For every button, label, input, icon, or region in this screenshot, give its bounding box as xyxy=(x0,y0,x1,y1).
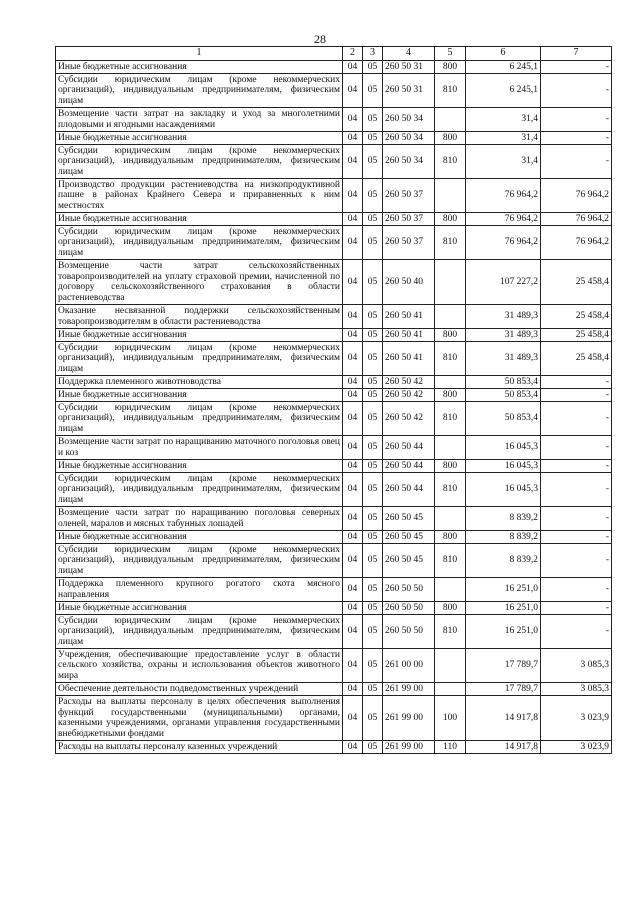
row-subsection: 05 xyxy=(363,544,383,578)
row-name: Субсидии юридическим лицам (кроме некоммерческих организаций), индивидуальным предпринимателям, физическим лицам xyxy=(56,74,343,108)
row-expense-type xyxy=(435,179,466,213)
table-row xyxy=(56,696,612,741)
row-amount: 50 853,4 xyxy=(466,389,541,402)
row-target-code: 261 99 00 xyxy=(383,741,435,754)
row-target-code: 260 50 34 xyxy=(383,108,435,132)
row-subsection: 05 xyxy=(363,436,383,460)
row-section: 04 xyxy=(343,213,363,226)
row-target-code: 260 50 50 xyxy=(383,578,435,602)
row-section: 04 xyxy=(343,342,363,376)
row-name: Субсидии юридическим лицам (кроме некоммерческих организаций), индивидуальным предпринимателям, физическим лицам xyxy=(56,544,343,578)
row-amount: 107 227,2 xyxy=(466,260,541,305)
row-target-code: 260 50 50 xyxy=(383,615,435,649)
row-name: Возмещение части затрат сельскохозяйственных товаропроизводителей на уплату страховой премии, начисленной по договору сельскохозяйственного страхования в области растениеводства xyxy=(56,260,343,305)
row-expense-type: 810 xyxy=(435,74,466,108)
budget-table xyxy=(55,46,612,754)
row-subsection: 05 xyxy=(363,329,383,342)
row-amount-federal: - xyxy=(541,615,612,649)
row-subsection: 05 xyxy=(363,342,383,376)
row-expense-type xyxy=(435,436,466,460)
row-subsection: 05 xyxy=(363,473,383,507)
row-subsection: 05 xyxy=(363,305,383,329)
row-name: Иные бюджетные ассигнования xyxy=(56,602,343,615)
row-name: Обеспечение деятельности подведомственных учреждений xyxy=(56,683,343,696)
row-subsection: 05 xyxy=(363,649,383,683)
row-amount-federal: 25 458,4 xyxy=(541,260,612,305)
row-name: Иные бюджетные ассигнования xyxy=(56,132,343,145)
row-name: Возмещение части затрат на закладку и уход за многолетними плодовыми и ягодными насаждениями xyxy=(56,108,343,132)
row-target-code: 260 50 50 xyxy=(383,602,435,615)
row-target-code: 260 50 41 xyxy=(383,305,435,329)
row-section: 04 xyxy=(343,61,363,74)
row-subsection: 05 xyxy=(363,179,383,213)
column-header: 4 xyxy=(383,47,435,61)
row-amount: 31 489,3 xyxy=(466,305,541,329)
row-expense-type xyxy=(435,649,466,683)
row-section: 04 xyxy=(343,74,363,108)
row-amount-federal: 3 085,3 xyxy=(541,649,612,683)
row-section: 04 xyxy=(343,389,363,402)
row-amount-federal: - xyxy=(541,531,612,544)
row-name: Расходы на выплаты персоналу в целях обеспечения выполнения функций государственными (муниципальными) органами, казенными учреждениями, органами управления государственными внебюджетными фондами xyxy=(56,696,343,741)
row-section: 04 xyxy=(343,615,363,649)
row-target-code: 260 50 42 xyxy=(383,402,435,436)
row-amount-federal: - xyxy=(541,473,612,507)
row-name: Производство продукции растениеводства на низкопродуктивной пашне в районах Крайнего Севера и приравненных к ним местностях xyxy=(56,179,343,213)
row-amount: 31 489,3 xyxy=(466,342,541,376)
row-amount-federal: 25 458,4 xyxy=(541,305,612,329)
row-subsection: 05 xyxy=(363,226,383,260)
row-target-code: 260 50 37 xyxy=(383,213,435,226)
row-subsection: 05 xyxy=(363,741,383,754)
row-expense-type: 800 xyxy=(435,329,466,342)
row-expense-type: 810 xyxy=(435,544,466,578)
row-amount: 31,4 xyxy=(466,145,541,179)
row-amount-federal: 3 023,9 xyxy=(541,696,612,741)
row-amount-federal: - xyxy=(541,132,612,145)
row-target-code: 260 50 41 xyxy=(383,342,435,376)
row-target-code: 260 50 34 xyxy=(383,145,435,179)
row-amount: 16 251,0 xyxy=(466,578,541,602)
row-target-code: 260 50 34 xyxy=(383,132,435,145)
row-subsection: 05 xyxy=(363,61,383,74)
row-expense-type: 800 xyxy=(435,531,466,544)
row-amount-federal: - xyxy=(541,389,612,402)
row-amount-federal: - xyxy=(541,402,612,436)
row-target-code: 260 50 45 xyxy=(383,507,435,531)
row-subsection: 05 xyxy=(363,578,383,602)
row-name: Оказание несвязанной поддержки сельскохозяйственным товаропроизводителям в области растениеводства xyxy=(56,305,343,329)
column-header: 1 xyxy=(56,47,343,61)
row-section: 04 xyxy=(343,683,363,696)
row-amount: 8 839,2 xyxy=(466,507,541,531)
table-row xyxy=(56,649,612,683)
row-section: 04 xyxy=(343,226,363,260)
row-subsection: 05 xyxy=(363,460,383,473)
row-name: Поддержка племенного животноводства xyxy=(56,376,343,389)
row-amount: 31 489,3 xyxy=(466,329,541,342)
row-target-code: 261 99 00 xyxy=(383,683,435,696)
row-name: Иные бюджетные ассигнования xyxy=(56,531,343,544)
row-target-code: 260 50 44 xyxy=(383,436,435,460)
row-expense-type xyxy=(435,507,466,531)
row-amount: 16 045,3 xyxy=(466,460,541,473)
row-section: 04 xyxy=(343,260,363,305)
row-section: 04 xyxy=(343,696,363,741)
table-row xyxy=(56,389,612,402)
table-row xyxy=(56,342,612,376)
row-section: 04 xyxy=(343,329,363,342)
page-number: 28 xyxy=(314,32,326,46)
row-subsection: 05 xyxy=(363,402,383,436)
row-expense-type: 810 xyxy=(435,615,466,649)
row-name: Расходы на выплаты персоналу казенных учреждений xyxy=(56,741,343,754)
row-expense-type: 100 xyxy=(435,696,466,741)
row-amount: 50 853,4 xyxy=(466,402,541,436)
row-amount: 16 045,3 xyxy=(466,473,541,507)
row-name: Иные бюджетные ассигнования xyxy=(56,389,343,402)
row-name: Возмещение части затрат по наращиванию поголовья северных оленей, маралов и мясных табунных лошадей xyxy=(56,507,343,531)
row-section: 04 xyxy=(343,531,363,544)
row-amount-federal: - xyxy=(541,544,612,578)
table-row xyxy=(56,376,612,389)
table-row xyxy=(56,544,612,578)
column-header: 6 xyxy=(466,47,541,61)
row-amount-federal: 25 458,4 xyxy=(541,342,612,376)
row-subsection: 05 xyxy=(363,507,383,531)
row-name: Поддержка племенного крупного рогатого скота мясного направления xyxy=(56,578,343,602)
table-row xyxy=(56,132,612,145)
row-amount-federal: - xyxy=(541,108,612,132)
row-expense-type xyxy=(435,260,466,305)
row-amount: 31,4 xyxy=(466,108,541,132)
row-expense-type: 800 xyxy=(435,460,466,473)
row-section: 04 xyxy=(343,602,363,615)
table-row xyxy=(56,460,612,473)
row-subsection: 05 xyxy=(363,132,383,145)
row-subsection: 05 xyxy=(363,602,383,615)
row-section: 04 xyxy=(343,578,363,602)
row-amount: 6 245,1 xyxy=(466,61,541,74)
row-target-code: 261 00 00 xyxy=(383,649,435,683)
row-amount: 14 917,8 xyxy=(466,741,541,754)
row-expense-type xyxy=(435,108,466,132)
row-amount: 16 045,3 xyxy=(466,436,541,460)
row-target-code: 260 50 44 xyxy=(383,473,435,507)
row-section: 04 xyxy=(343,305,363,329)
row-target-code: 260 50 45 xyxy=(383,531,435,544)
row-amount-federal: - xyxy=(541,145,612,179)
row-subsection: 05 xyxy=(363,696,383,741)
row-subsection: 05 xyxy=(363,389,383,402)
table-row xyxy=(56,615,612,649)
row-subsection: 05 xyxy=(363,376,383,389)
row-amount: 16 251,0 xyxy=(466,602,541,615)
row-name: Субсидии юридическим лицам (кроме некоммерческих организаций), индивидуальным предпринимателям, физическим лицам xyxy=(56,145,343,179)
row-subsection: 05 xyxy=(363,108,383,132)
row-subsection: 05 xyxy=(363,531,383,544)
row-name: Иные бюджетные ассигнования xyxy=(56,329,343,342)
row-target-code: 261 99 00 xyxy=(383,696,435,741)
row-subsection: 05 xyxy=(363,260,383,305)
column-header: 3 xyxy=(363,47,383,61)
row-amount-federal: 25 458,4 xyxy=(541,329,612,342)
row-target-code: 260 50 37 xyxy=(383,226,435,260)
row-expense-type xyxy=(435,578,466,602)
table-row xyxy=(56,578,612,602)
table-row xyxy=(56,531,612,544)
row-section: 04 xyxy=(343,460,363,473)
row-expense-type: 800 xyxy=(435,61,466,74)
row-section: 04 xyxy=(343,544,363,578)
table-row xyxy=(56,74,612,108)
row-target-code: 260 50 31 xyxy=(383,74,435,108)
row-subsection: 05 xyxy=(363,74,383,108)
table-row xyxy=(56,507,612,531)
row-name: Иные бюджетные ассигнования xyxy=(56,213,343,226)
row-section: 04 xyxy=(343,108,363,132)
table-row xyxy=(56,61,612,74)
row-section: 04 xyxy=(343,376,363,389)
row-expense-type xyxy=(435,305,466,329)
row-amount-federal: 76 964,2 xyxy=(541,226,612,260)
row-amount: 6 245,1 xyxy=(466,74,541,108)
row-amount-federal: - xyxy=(541,578,612,602)
row-amount-federal: - xyxy=(541,436,612,460)
row-target-code: 260 50 37 xyxy=(383,179,435,213)
table-row xyxy=(56,108,612,132)
row-expense-type: 810 xyxy=(435,226,466,260)
table-row xyxy=(56,329,612,342)
row-target-code: 260 50 45 xyxy=(383,544,435,578)
row-expense-type: 810 xyxy=(435,145,466,179)
row-amount-federal: - xyxy=(541,61,612,74)
table-row xyxy=(56,305,612,329)
row-amount-federal: 76 964,2 xyxy=(541,179,612,213)
row-target-code: 260 50 44 xyxy=(383,460,435,473)
row-section: 04 xyxy=(343,507,363,531)
row-amount: 76 964,2 xyxy=(466,226,541,260)
row-target-code: 260 50 40 xyxy=(383,260,435,305)
row-amount-federal: - xyxy=(541,507,612,531)
row-amount-federal: - xyxy=(541,376,612,389)
row-section: 04 xyxy=(343,436,363,460)
row-expense-type xyxy=(435,683,466,696)
row-amount: 17 789,7 xyxy=(466,649,541,683)
row-amount: 8 839,2 xyxy=(466,531,541,544)
row-amount-federal: - xyxy=(541,602,612,615)
row-expense-type: 810 xyxy=(435,473,466,507)
table-row xyxy=(56,226,612,260)
row-name: Возмещение части затрат по наращиванию маточного поголовья овец и коз xyxy=(56,436,343,460)
row-amount: 16 251,0 xyxy=(466,615,541,649)
row-expense-type: 800 xyxy=(435,213,466,226)
table-row xyxy=(56,179,612,213)
row-name: Иные бюджетные ассигнования xyxy=(56,61,343,74)
column-header: 2 xyxy=(343,47,363,61)
row-name: Иные бюджетные ассигнования xyxy=(56,460,343,473)
row-target-code: 260 50 42 xyxy=(383,389,435,402)
row-section: 04 xyxy=(343,649,363,683)
table-row xyxy=(56,602,612,615)
row-name: Субсидии юридическим лицам (кроме некоммерческих организаций), индивидуальным предпринимателям, физическим лицам xyxy=(56,402,343,436)
row-amount-federal: 76 964,2 xyxy=(541,213,612,226)
table-row xyxy=(56,473,612,507)
table-body xyxy=(56,61,612,754)
table-row xyxy=(56,213,612,226)
row-amount: 17 789,7 xyxy=(466,683,541,696)
row-amount: 76 964,2 xyxy=(466,213,541,226)
row-target-code: 260 50 31 xyxy=(383,61,435,74)
row-name: Субсидии юридическим лицам (кроме некоммерческих организаций), индивидуальным предпринимателям, физическим лицам xyxy=(56,342,343,376)
table-row xyxy=(56,436,612,460)
row-section: 04 xyxy=(343,145,363,179)
table-row xyxy=(56,145,612,179)
row-expense-type: 800 xyxy=(435,389,466,402)
table-row xyxy=(56,260,612,305)
row-expense-type: 810 xyxy=(435,402,466,436)
row-name: Субсидии юридическим лицам (кроме некоммерческих организаций), индивидуальным предпринимателям, физическим лицам xyxy=(56,615,343,649)
row-name: Субсидии юридическим лицам (кроме некоммерческих организаций), индивидуальным предпринимателям, физическим лицам xyxy=(56,226,343,260)
row-subsection: 05 xyxy=(363,683,383,696)
table-row xyxy=(56,741,612,754)
row-name: Субсидии юридическим лицам (кроме некоммерческих организаций), индивидуальным предпринимателям, физическим лицам xyxy=(56,473,343,507)
column-header: 5 xyxy=(435,47,466,61)
row-section: 04 xyxy=(343,741,363,754)
row-amount: 14 917,8 xyxy=(466,696,541,741)
table-header-row xyxy=(56,47,612,61)
row-section: 04 xyxy=(343,132,363,145)
row-amount-federal: - xyxy=(541,74,612,108)
row-target-code: 260 50 42 xyxy=(383,376,435,389)
row-expense-type: 800 xyxy=(435,602,466,615)
row-amount: 50 853,4 xyxy=(466,376,541,389)
row-subsection: 05 xyxy=(363,213,383,226)
row-amount-federal: 3 023,9 xyxy=(541,741,612,754)
row-subsection: 05 xyxy=(363,615,383,649)
row-amount: 8 839,2 xyxy=(466,544,541,578)
row-amount: 31,4 xyxy=(466,132,541,145)
row-amount-federal: 3 085,3 xyxy=(541,683,612,696)
row-name: Учреждения, обеспечивающие предоставление услуг в области сельского хозяйства, охраны и использования объектов животного мира xyxy=(56,649,343,683)
row-amount: 76 964,2 xyxy=(466,179,541,213)
row-expense-type: 800 xyxy=(435,132,466,145)
row-expense-type xyxy=(435,376,466,389)
column-header: 7 xyxy=(541,47,612,61)
row-section: 04 xyxy=(343,473,363,507)
row-expense-type: 110 xyxy=(435,741,466,754)
table-row xyxy=(56,683,612,696)
table-row xyxy=(56,402,612,436)
row-section: 04 xyxy=(343,179,363,213)
row-expense-type: 810 xyxy=(435,342,466,376)
row-target-code: 260 50 41 xyxy=(383,329,435,342)
row-amount-federal: - xyxy=(541,460,612,473)
row-subsection: 05 xyxy=(363,145,383,179)
row-section: 04 xyxy=(343,402,363,436)
